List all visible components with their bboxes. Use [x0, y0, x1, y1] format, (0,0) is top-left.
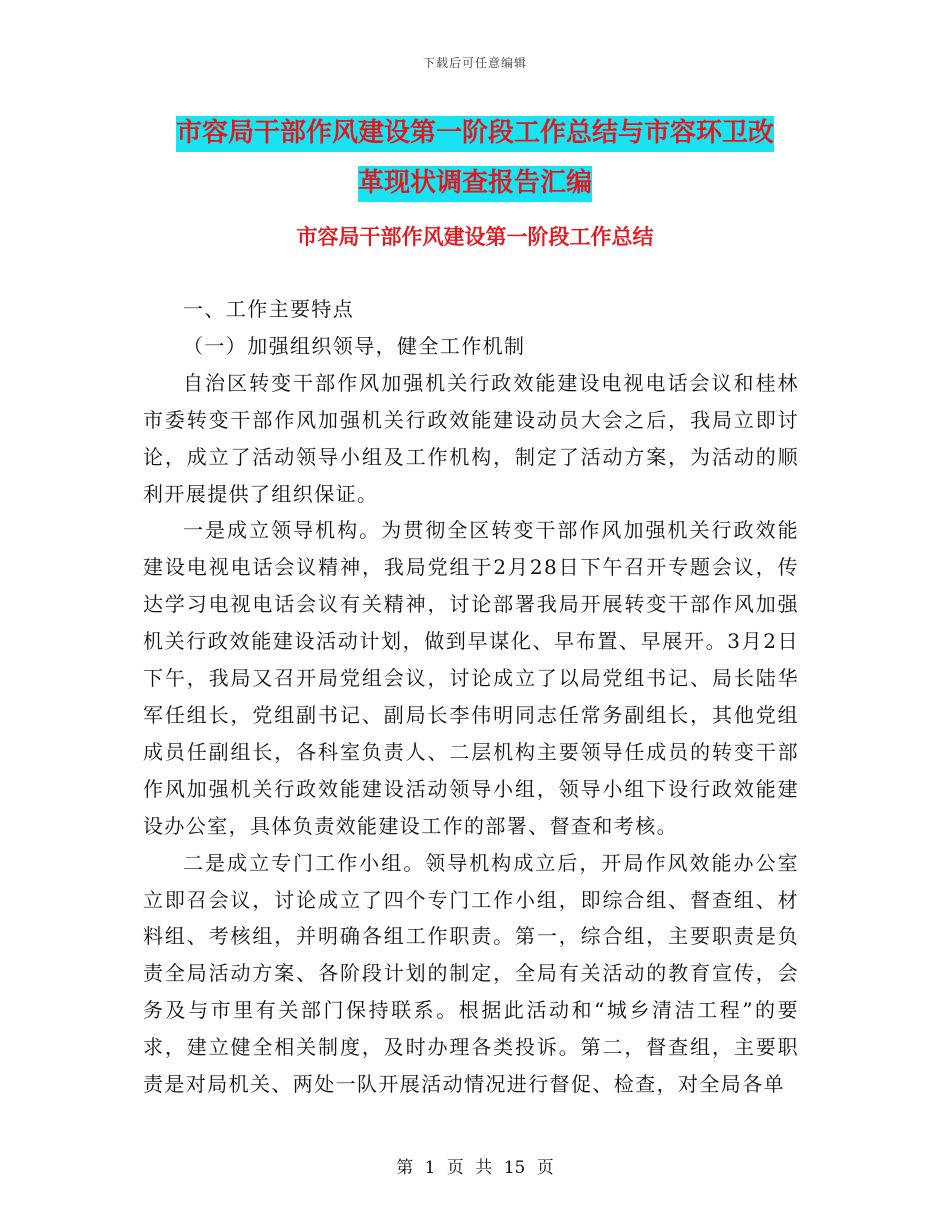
document-title [0, 108, 950, 208]
title-highlight-1: 市容局干部作风建设第一阶段工作总结与市容环卫改 [176, 116, 774, 152]
body-paragraph: 二是成立专门工作小组。领导机构成立后，开局作风效能办公室立即召会议，讨论成立了四个专门工作小组，即综合组、督查组、材料组、考核组，并明确各组工作职责。第一，综合组，主要职责是负责全局活动方案、各阶段计划的制定，全局有关活动的教育宣传，会务及与市里有关部门保持联系。根据此活动和“城乡清洁工程”的要求，建立健全相关制度，及时办理各类投诉。第二，督查组，主要职责是对局机关、两处一队开展活动情况进行督促、检查，对全局各单 [143, 850, 799, 1097]
body-paragraph: 一是成立领导机构。为贯彻全区转变干部作风加强机关行政效能建设电视电话会议精神，我局党组于2月28日下午召开专题会议，传达学习电视电话会议有关精神，讨论部署我局开展转变干部作风加强机关行政效能建设活动计划，做到早谋化、早布置、早展开。3月2日下午，我局又召开局党组会议，讨论成立了以局党组书记、局长陆华军任组长，党组副书记、副局长李伟明同志任常务副组长，其他党组成员任副组长，各科室负责人、二层机构主要领导任成员的转变干部作风加强机关行政效能建设活动领导小组，领导小组下设行政效能建设办公室，具体负责效能建设工作的部署、督查和考核。 [143, 518, 799, 838]
document-body [143, 291, 799, 1103]
heading-level-2: （一）加强组织领导，健全工作机制 [183, 333, 526, 358]
page-footer: 第 1 页 共 15 页 [396, 1158, 554, 1178]
heading-level-1: 一、工作主要特点 [183, 297, 355, 321]
document-title-line-2 [0, 158, 950, 208]
section-title: 市容局干部作风建设第一阶段工作总结 [296, 225, 654, 249]
page-header: 下载后可任意编辑 [422, 56, 527, 70]
body-paragraph: 自治区转变干部作风加强机关行政效能建设电视电话会议和桂林市委转变干部作风加强机关行政效能建设动员大会之后，我局立即讨论，成立了活动领导小组及工作机构，制定了活动方案，为活动的顺利开展提供了组织保证。 [143, 370, 799, 506]
document-title-line-1 [0, 108, 950, 158]
title-highlight-2: 革现状调查报告汇编 [358, 166, 592, 202]
